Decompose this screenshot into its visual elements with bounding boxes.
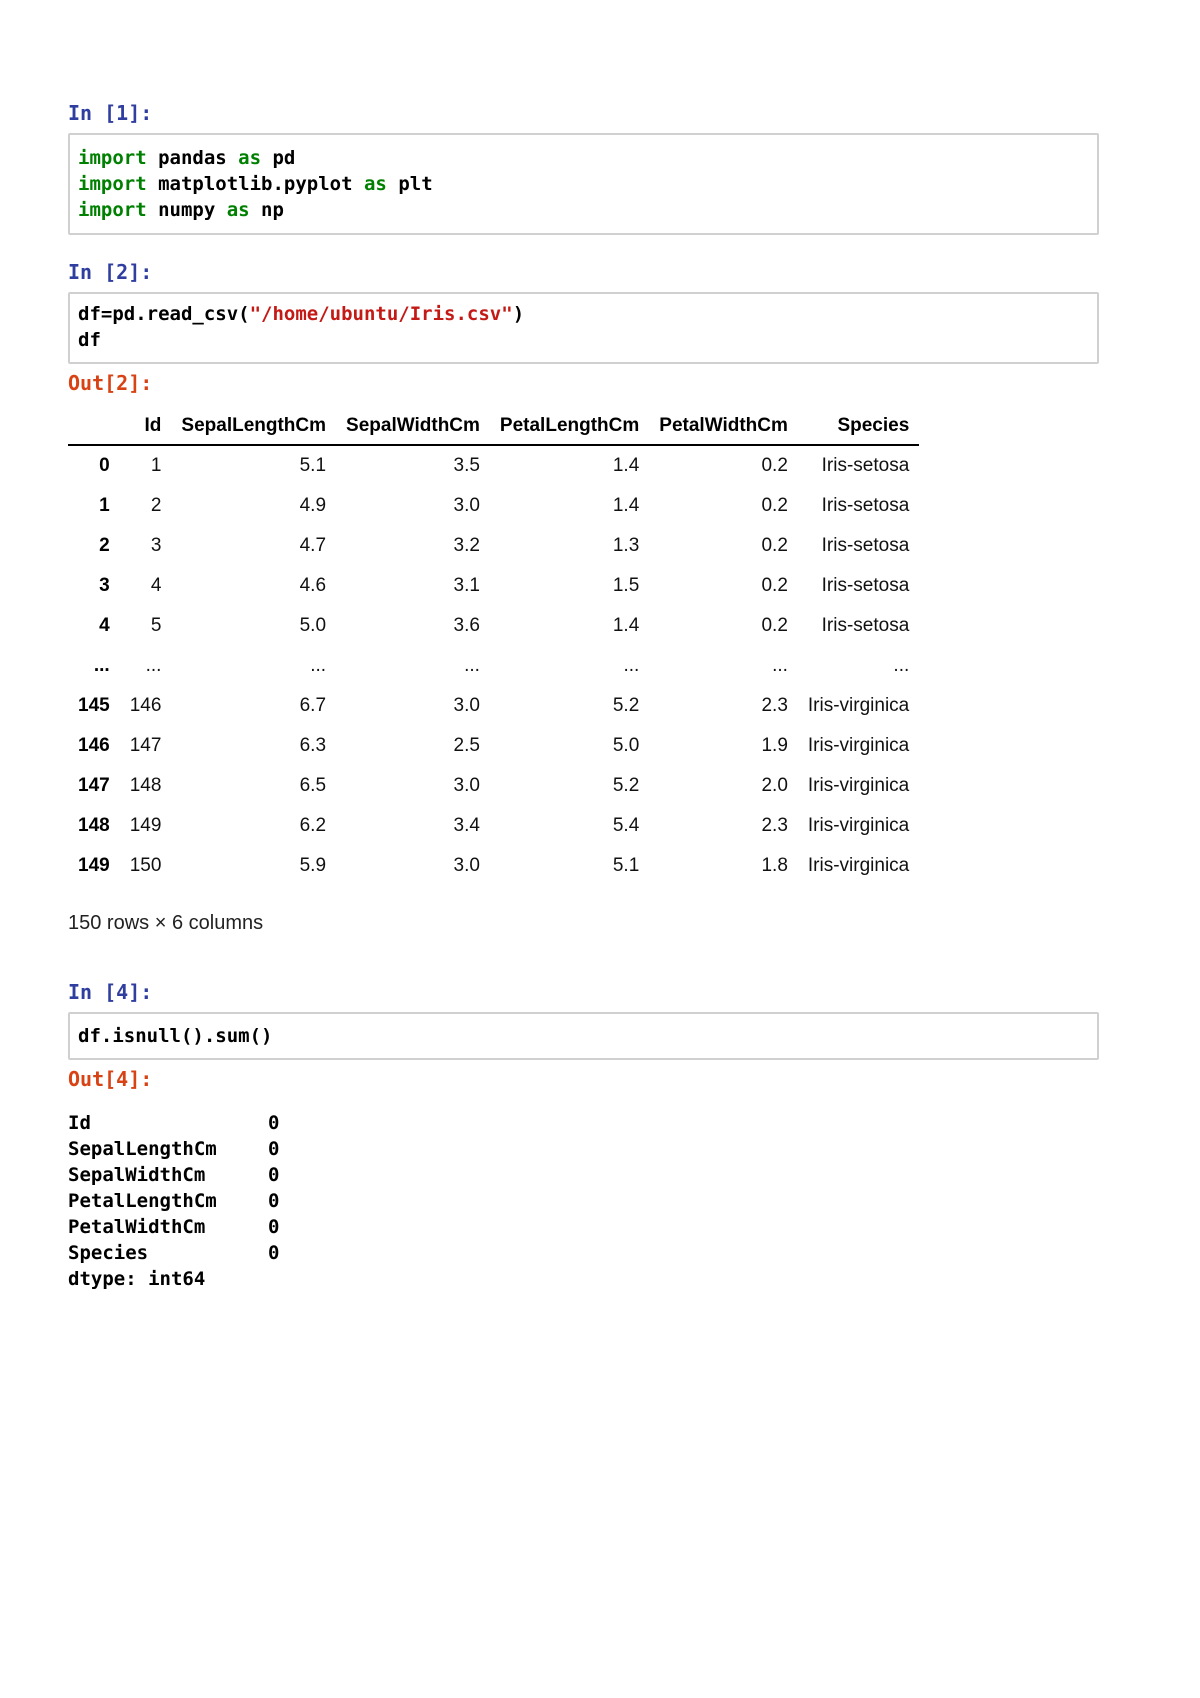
table-cell: 147 [129,735,162,756]
series-row [68,1214,1118,1240]
table-cell: Iris-virginica [807,815,910,836]
table-cell: 1 [150,455,162,476]
table-cell: Iris-setosa [821,575,910,596]
row-index: 1 [99,495,110,516]
series-label: SepalWidthCm [68,1164,206,1186]
code-editor[interactable] [68,292,1099,364]
column-header: SepalWidthCm [336,408,490,445]
column-header: PetalLengthCm [490,408,649,445]
row-index: ... [93,655,110,676]
series-value: 0 [268,1164,280,1186]
series-dtype: dtype: int64 [68,1268,206,1290]
series-row [68,1110,1118,1136]
input-prompt: In [4]: [68,980,153,1004]
table-cell: 148 [129,775,162,796]
table-cell: 5.1 [612,855,640,876]
table-cell: 3.0 [453,855,480,876]
code-line: df.isnull().sum() [78,1025,273,1047]
table-cell: 3.0 [453,495,480,516]
table-cell: 3.4 [453,815,480,836]
code-editor[interactable] [68,1012,1099,1060]
series-value: 0 [268,1216,280,1238]
table-cell: 149 [129,815,162,836]
table-cell: 3 [150,535,162,556]
table-cell: ... [464,655,480,676]
table-cell: 0.2 [761,455,788,476]
table-row [68,766,919,806]
table-cell: 1.5 [612,575,640,596]
input-prompt: In [1]: [68,101,153,125]
table-cell: ... [145,655,162,676]
table-row [68,686,919,726]
table-cell: 6.5 [299,775,327,796]
row-index: 147 [78,775,110,796]
row-index: 146 [78,735,110,756]
table-row [68,806,919,846]
table-header-row [68,408,919,445]
table-cell: Iris-virginica [807,775,910,796]
table-cell: 5.0 [299,615,327,636]
table-cell: 6.3 [299,735,327,756]
table-cell: 5.2 [612,695,640,716]
cell-4 [68,979,1118,1292]
table-row [68,846,919,886]
row-index: 0 [99,455,110,476]
table-cell: 2.0 [761,775,788,796]
table-cell: 3.0 [453,775,480,796]
row-index: 149 [78,855,110,876]
series-value: 0 [268,1138,280,1160]
column-header: SepalLengthCm [171,408,336,445]
table-cell: 6.7 [299,695,327,716]
table-cell: ... [893,655,910,676]
output-prompt: Out[2]: [68,371,153,395]
table-cell: 4 [150,575,162,596]
output-prompt: Out[4]: [68,1067,153,1091]
row-index: 4 [99,615,110,636]
series-value: 0 [268,1190,280,1212]
table-cell: ... [772,655,788,676]
series-label: Id [68,1112,91,1134]
table-row [68,526,919,566]
table-cell: 5 [150,615,162,636]
table-cell: 150 [129,855,162,876]
row-index: 145 [78,695,110,716]
series-label: PetalWidthCm [68,1216,206,1238]
table-cell: 0.2 [761,495,788,516]
table-cell: 5.4 [612,815,640,836]
dataframe-table [68,408,919,886]
table-cell: 2.3 [761,815,788,836]
row-index: 3 [99,575,110,596]
table-cell: 2.5 [453,735,480,756]
series-label: PetalLengthCm [68,1190,217,1212]
series-row [68,1188,1118,1214]
table-cell: 3.1 [453,575,480,596]
code-line: import numpy as np [78,199,284,221]
series-row [68,1240,1118,1266]
code-line: df=pd.read_csv("/home/ubuntu/Iris.csv") [78,303,525,325]
table-cell: 2.3 [761,695,788,716]
table-row [68,606,919,646]
table-cell: 4.9 [299,495,327,516]
code-line: df [78,329,101,351]
index-header [68,408,120,445]
table-cell: Iris-virginica [807,735,910,756]
table-row [68,445,919,486]
table-cell: Iris-virginica [807,855,910,876]
table-cell: 0.2 [761,535,788,556]
table-cell: ... [623,655,640,676]
series-value: 0 [268,1242,280,1264]
table-cell: 1.4 [612,495,640,516]
table-cell: 5.9 [299,855,327,876]
code-line: import matplotlib.pyplot as plt [78,173,433,195]
series-label: SepalLengthCm [68,1138,217,1160]
table-cell: 1.4 [612,615,640,636]
table-cell: Iris-setosa [821,455,910,476]
table-cell: 5.2 [612,775,640,796]
table-cell: 3.5 [453,455,480,476]
row-index: 2 [99,535,110,556]
column-header: PetalWidthCm [649,408,798,445]
table-cell: 0.2 [761,575,788,596]
code-line: import pandas as pd [78,147,296,169]
notebook [68,100,1118,1292]
series-row [68,1162,1118,1188]
table-cell: Iris-virginica [807,695,910,716]
column-header: Species [798,408,919,445]
table-cell: 3.6 [453,615,480,636]
table-cell: 0.2 [761,615,788,636]
table-row [68,726,919,766]
table-cell: Iris-setosa [821,615,910,636]
series-row [68,1136,1118,1162]
cell-2 [68,259,1118,935]
table-cell: 5.0 [612,735,640,756]
series-output [68,1110,1118,1266]
table-cell: 146 [129,695,162,716]
table-cell: 1.8 [761,855,788,876]
table-cell: 4.6 [299,575,327,596]
table-cell: ... [310,655,327,676]
cell-1 [68,100,1118,235]
series-value: 0 [268,1112,280,1134]
input-prompt: In [2]: [68,260,153,284]
table-cell: 3.2 [453,535,480,556]
row-index: 148 [78,815,110,836]
table-cell: 5.1 [299,455,327,476]
table-cell: 3.0 [453,695,480,716]
series-label: Species [68,1242,149,1264]
table-cell: 4.7 [299,535,327,556]
table-cell: 1.4 [612,455,640,476]
table-cell: Iris-setosa [821,495,910,516]
code-editor[interactable] [68,133,1099,235]
dataframe-shape: 150 rows × 6 columns [68,912,264,934]
table-cell: 6.2 [299,815,327,836]
table-row [68,486,919,526]
table-row [68,566,919,606]
table-cell: 1.3 [612,535,640,556]
table-cell: 2 [150,495,162,516]
table-cell: Iris-setosa [821,535,910,556]
column-header: Id [120,408,172,445]
table-row [68,646,919,686]
table-cell: 1.9 [761,735,788,756]
